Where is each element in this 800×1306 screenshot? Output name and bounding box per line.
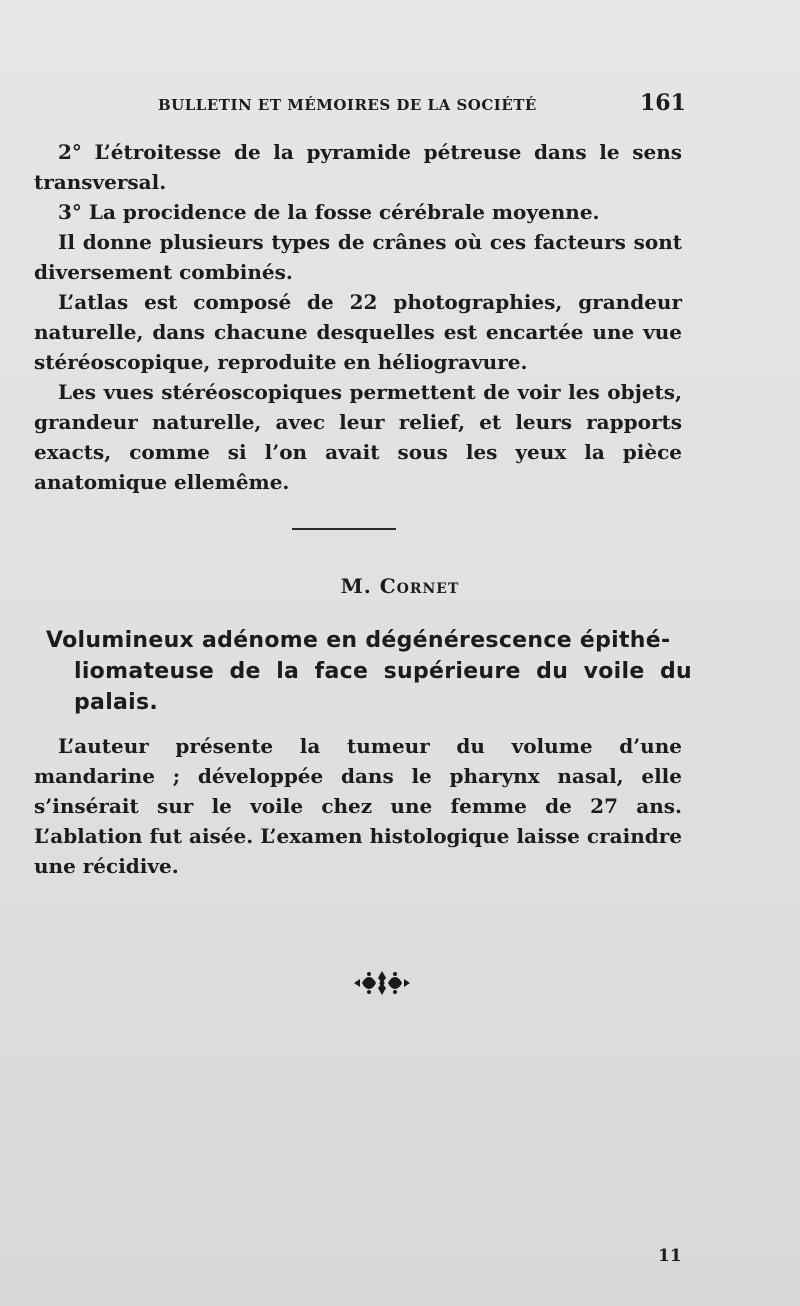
- paragraph: 2° L’étroitesse de la pyramide pétreuse dans le sens transversal.: [34, 140, 682, 194]
- paragraph: Les vues stéréoscopiques permettent de voir les objets, grandeur naturelle, avec leur relief, et leurs rapports exacts, comme si l’on avait sous les yeux la pièce anatomique ellemême.: [34, 380, 682, 494]
- author-name: M. Cornet: [340, 574, 460, 598]
- running-header: BULLETIN ET MÉMOIRES DE LA SOCIÉTÉ: [158, 96, 537, 114]
- signature-mark: 11: [658, 1246, 682, 1266]
- fleuron-ornament-icon: [352, 968, 412, 998]
- section-divider: [292, 528, 396, 530]
- paragraph: L’atlas est composé de 22 photographies, grandeur naturelle, dans chacune desquelles est encartée une vue stéréoscopique, reproduite en héliogravure.: [34, 290, 682, 374]
- paragraph: L’auteur présente la tumeur du volume d’une mandarine ; développée dans le pharynx nasal, elle s’insérait sur le voile chez une femme de 27 ans. L’ablation fut aisée. L’examen histologique laisse craindre une récidive.: [34, 734, 682, 878]
- article-title-line: liomateuse de la face supérieure du voile du palais.: [74, 659, 692, 715]
- article-title: [46, 625, 692, 718]
- page-number: 161: [640, 90, 686, 116]
- paragraph: Il donne plusieurs types de crânes où ces facteurs sont diversement combinés.: [34, 230, 682, 284]
- article-title-line: Volumineux adénome en dégénérescence épithé-: [46, 628, 671, 653]
- body-text-bottom: [34, 731, 682, 881]
- paragraph: 3° La procidence de la fosse cérébrale moyenne.: [58, 200, 600, 224]
- body-text-top: [34, 137, 682, 497]
